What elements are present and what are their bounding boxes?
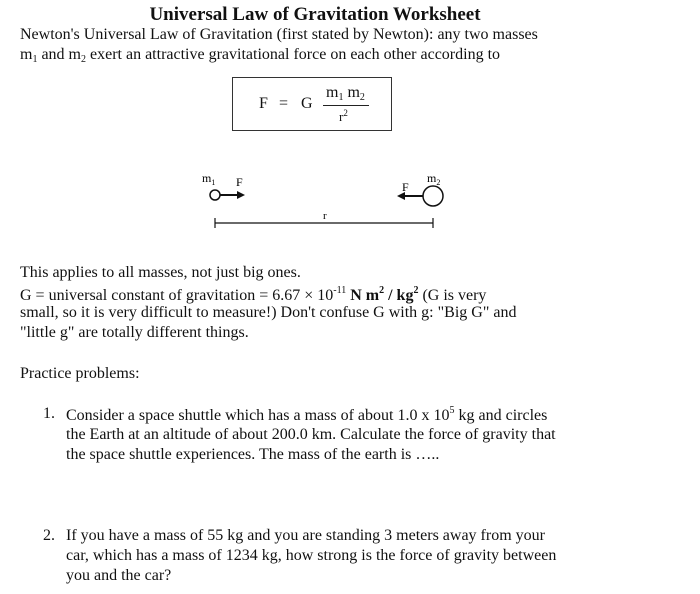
worksheet-title: Universal Law of Gravitation Worksheet	[149, 4, 481, 25]
mass-diagram	[195, 168, 465, 230]
g-tail: (G is very	[418, 287, 487, 304]
formula-g: G	[301, 95, 313, 112]
problem-2-number: 2.	[43, 527, 55, 544]
formula-numerator	[326, 84, 365, 103]
intro-line-1: Newton's Universal Law of Gravitation (first stated by Newton): any two masses	[20, 26, 538, 43]
problem-1-number: 1.	[43, 405, 55, 422]
g-definition: G = universal constant of gravitation = 6.67 × 10	[20, 287, 334, 304]
mass-2-circle	[423, 186, 443, 206]
diagram-f-right: F	[402, 180, 409, 194]
g-units-sup2: 2	[413, 285, 419, 296]
g-units	[346, 287, 418, 304]
num-m1: m	[326, 84, 339, 101]
problem-2-line-2: car, which has a mass of 1234 kg, how strong is the force of gravity between	[66, 547, 557, 564]
diagram-f-left: F	[236, 175, 243, 189]
intro-m1: m	[20, 46, 33, 63]
body-line-2	[20, 285, 486, 305]
intro-and-m2: and m	[37, 46, 81, 63]
formula-equals: =	[279, 95, 289, 112]
num-m1-sub: 1	[338, 92, 344, 103]
diagram-m2: $m_2$	[427, 171, 441, 187]
formula-f: F	[259, 95, 268, 112]
formula-denominator	[339, 108, 348, 125]
g-exponent: -11	[333, 285, 347, 296]
diagram-r: r	[323, 210, 327, 222]
force-arrowhead-left	[237, 191, 245, 199]
problem-2-line-3: you and the car?	[66, 567, 172, 584]
diagram-m1: $m_1$	[202, 171, 216, 187]
mass-1-circle	[210, 190, 220, 200]
problem-1-sup: 5	[449, 405, 455, 416]
num-m2: m	[343, 84, 360, 101]
den-r: r	[339, 109, 344, 124]
fraction-bar	[323, 105, 369, 106]
den-sup: 2	[343, 108, 348, 118]
body-line-4: "little g" are totally different things.	[20, 324, 249, 341]
problem-2-line-1: If you have a mass of 55 kg and you are standing 3 meters away from your	[66, 527, 545, 544]
g-units-sup1: 2	[379, 285, 385, 296]
intro-rest: exert an attractive gravitational force on each other according to	[86, 46, 501, 63]
g-units-kg: / kg	[384, 287, 414, 304]
body-line-1: This applies to all masses, not just big ones.	[20, 264, 301, 281]
intro-m1-sub: 1	[32, 54, 38, 65]
num-m2-sub: 2	[359, 92, 365, 103]
problem-1-l1a: Consider a space shuttle which has a mass of about 1.0 x 10	[66, 407, 450, 424]
problem-1-line-1	[66, 405, 547, 425]
intro-line-2	[20, 46, 500, 65]
body-line-3: small, so it is very difficult to measure!) Don't confuse G with g: "Big G" and	[20, 304, 517, 321]
problem-1-line-3: the space shuttle experiences. The mass of the earth is …..	[66, 446, 440, 463]
practice-heading: Practice problems:	[20, 365, 140, 382]
intro-m2-sub: 2	[81, 54, 86, 65]
formula-box	[232, 77, 392, 131]
problem-1-l1b: kg and circles	[454, 407, 548, 424]
g-units-nm: N m	[346, 287, 380, 304]
problem-1-line-2: the Earth at an altitude of about 200.0 km. Calculate the force of gravity that	[66, 426, 556, 443]
